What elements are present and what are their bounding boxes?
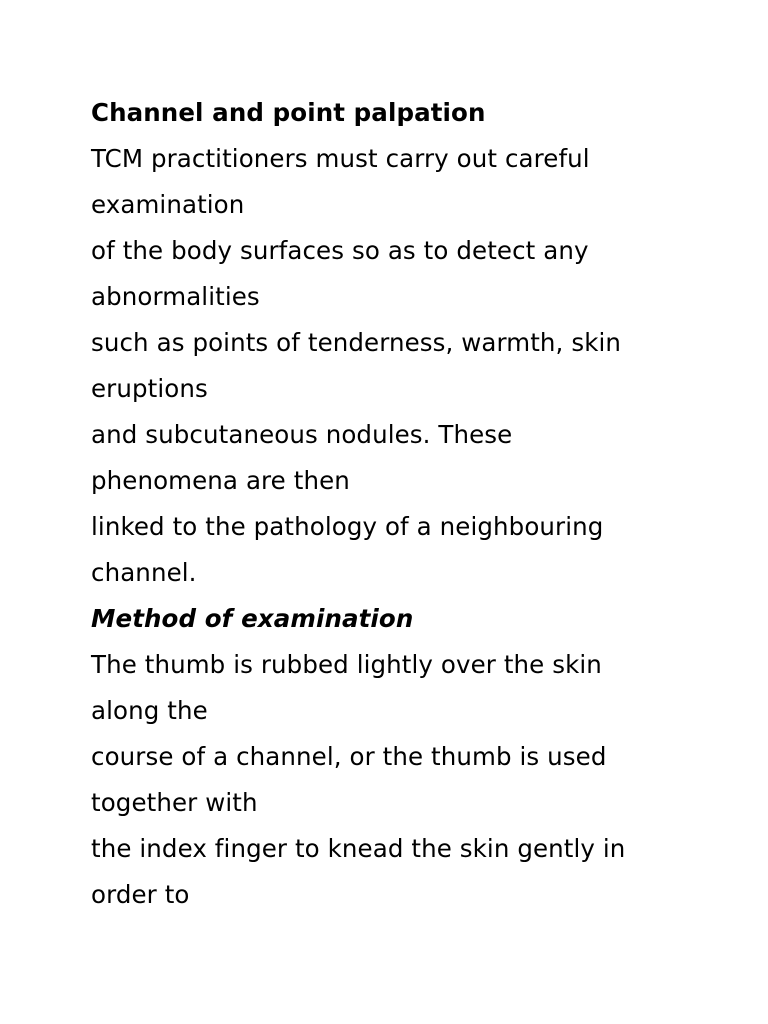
text-line: phenomena are then: [91, 466, 350, 495]
text-line: TCM practitioners must carry out careful: [91, 144, 590, 173]
section-body-method-of-examination: [91, 642, 708, 918]
text-line: examination: [91, 190, 245, 219]
text-line: together with: [91, 788, 258, 817]
section-heading-channel-palpation: Channel and point palpation: [91, 98, 486, 127]
text-line: The thumb is rubbed lightly over the skin: [91, 650, 602, 679]
text-line: course of a channel, or the thumb is used: [91, 742, 607, 771]
section-body-channel-palpation: [91, 136, 708, 596]
text-line: such as points of tenderness, warmth, skin: [91, 328, 622, 357]
text-line: channel.: [91, 558, 197, 587]
text-line: the index finger to knead the skin gently in: [91, 834, 626, 863]
text-line: eruptions: [91, 374, 208, 403]
text-line: of the body surfaces so as to detect any: [91, 236, 589, 265]
text-line: linked to the pathology of a neighbouring: [91, 512, 604, 541]
text-line: order to: [91, 880, 190, 909]
text-line: along the: [91, 696, 208, 725]
text-line: abnormalities: [91, 282, 260, 311]
text-line: and subcutaneous nodules. These: [91, 420, 513, 449]
section-heading-method-of-examination: Method of examination: [91, 604, 414, 633]
